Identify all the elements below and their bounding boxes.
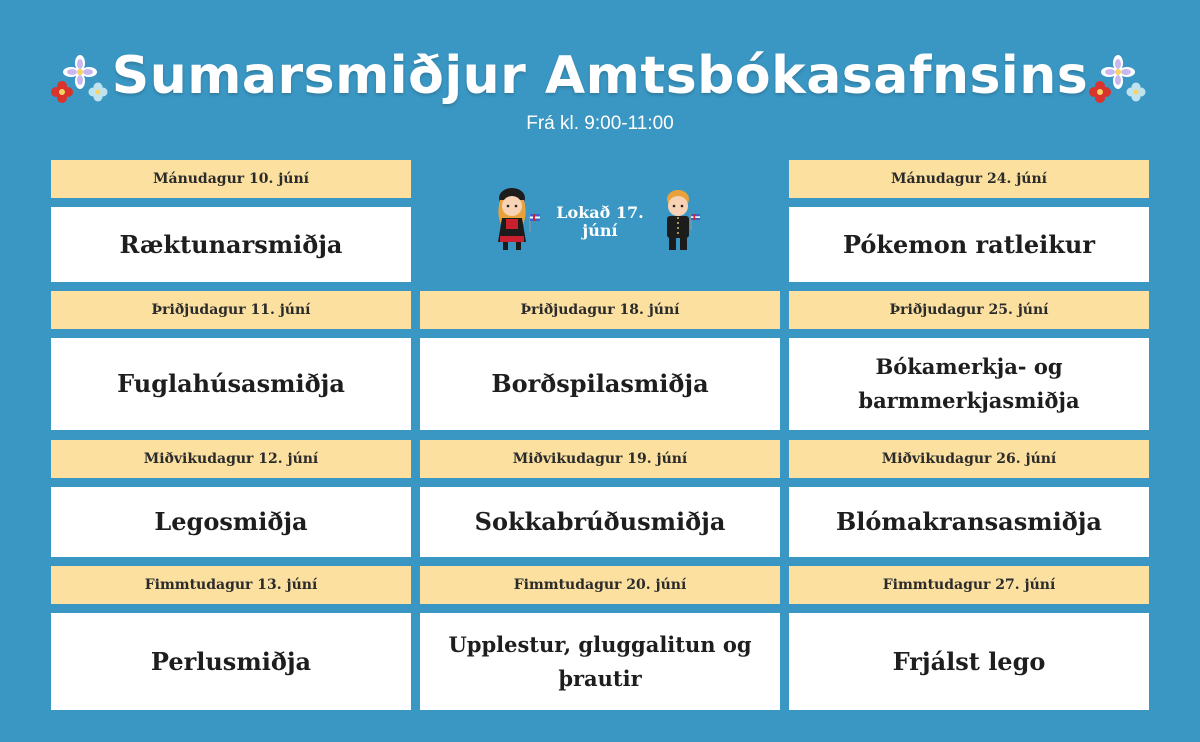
time-subtitle: Frá kl. 9:00-11:00: [526, 113, 674, 134]
day-header: Þriðjudagur 18. júní: [420, 291, 780, 329]
activity-box: Upplestur, gluggalitun og þrautir: [420, 613, 780, 710]
activity-box: Borðspilasmiðja: [420, 338, 780, 430]
activity-box: Blómakransasmiðja: [789, 487, 1149, 557]
activity-box: Bókamerkja- og barmmerkjasmiðja: [789, 338, 1149, 430]
activity-box: Ræktunarsmiðja: [51, 207, 411, 282]
page-title: Sumarsmiðjur Amtsbókasafnsins: [111, 46, 1089, 106]
day-header: Fimmtudagur 20. júní: [420, 566, 780, 604]
activity-box: Fuglahúsasmiðja: [51, 338, 411, 430]
day-header: Mánudagur 10. júní: [51, 160, 411, 198]
activity-box: Pókemon ratleikur: [789, 207, 1149, 282]
flowers-icon: [1086, 52, 1150, 106]
day-header: Fimmtudagur 13. júní: [51, 566, 411, 604]
closed-notice: [420, 160, 780, 282]
day-header: Miðvikudagur 12. júní: [51, 440, 411, 478]
day-header: Miðvikudagur 19. júní: [420, 440, 780, 478]
activity-box: Legosmiðja: [51, 487, 411, 557]
activity-box: Sokkabrúðusmiðja: [420, 487, 780, 557]
girl-national-costume-icon: [490, 186, 542, 252]
day-header: Þriðjudagur 11. júní: [51, 291, 411, 329]
day-header: Mánudagur 24. júní: [789, 160, 1149, 198]
activity-box: Perlusmiðja: [51, 613, 411, 710]
closed-label: Lokað 17. júní: [556, 203, 644, 240]
activity-box: Frjálst lego: [789, 613, 1149, 710]
day-header: Fimmtudagur 27. júní: [789, 566, 1149, 604]
day-header: Þriðjudagur 25. júní: [789, 291, 1149, 329]
boy-national-costume-icon: [658, 186, 700, 252]
day-header: Miðvikudagur 26. júní: [789, 440, 1149, 478]
